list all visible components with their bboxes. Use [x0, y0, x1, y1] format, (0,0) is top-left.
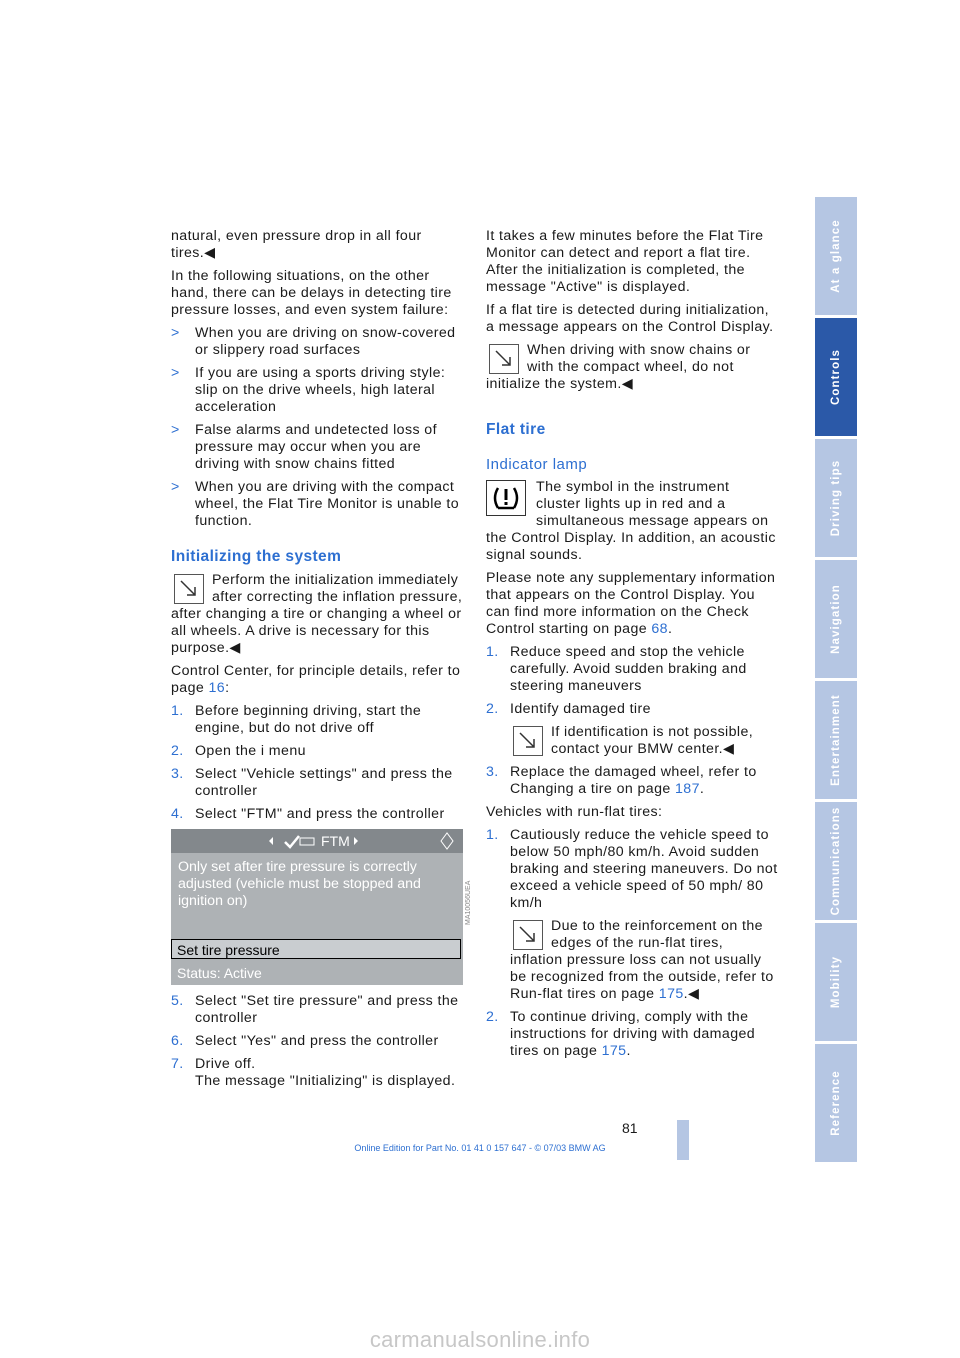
step-item: 5. Select "Set tire pressure" and press the controller — [171, 993, 459, 1026]
list-item: > When you are driving on snow-covered or slippery road surfaces — [171, 325, 456, 358]
sub-heading: Indicator lamp — [486, 456, 588, 473]
watermark: carmanualsonline.info — [369, 1327, 591, 1352]
screen-message: Only set after tire pressure is correctly adjusted (vehicle must be stopped and ignition on) — [178, 859, 421, 909]
step-item: 2. Identify damaged tire — [486, 701, 651, 717]
step-item: 1. Cautiously reduce the vehicle speed to below 50 mph/80 km/h. Avoid sudden braking and steering maneuvers. Do not exceed a vehicle speed of 50 mph/ 80 km/h — [486, 827, 778, 911]
tab-entertainment[interactable]: Entertainment — [815, 681, 857, 799]
right-column — [486, 228, 778, 1066]
page-link[interactable]: 16 — [208, 680, 226, 696]
tab-navigation[interactable]: Navigation — [815, 560, 857, 678]
screen-header — [171, 829, 463, 853]
paragraph: If a flat tire is detected during initialization, a message appears on the Control Display. — [486, 302, 774, 335]
footer: Online Edition for Part No. 01 41 0 157 647 - © 07/03 BMW AG — [354, 1143, 606, 1153]
page-link[interactable]: 175 — [601, 1043, 627, 1059]
list-item: > False alarms and undetected loss of pressure may occur when you are driving with snow chains fitted — [171, 422, 437, 472]
section-heading: Initializing the system — [171, 548, 342, 565]
note-block: Perform the initialization immediately after correcting the inflation pressure, after changing a tire or changing a wheel or all wheels. A drive is necessary for this purpose.◀ — [171, 572, 463, 656]
step-item: 1. Reduce speed and stop the vehicle carefully. Avoid sudden braking and steering maneuvers — [486, 644, 747, 694]
tab-reference[interactable]: Reference — [815, 1044, 857, 1162]
tab-at-a-glance[interactable]: At a glance — [815, 197, 857, 315]
page-link[interactable]: 68 — [651, 621, 668, 637]
step-item: 7. Drive off. The message "Initializing" is displayed. — [171, 1056, 456, 1089]
tab-communications[interactable]: Communications — [815, 802, 857, 920]
step-item: 1. Before beginning driving, start the engine, but do not drive off — [171, 703, 422, 736]
note-block: When driving with snow chains or with the compact wheel, do not initialize the system.◀ — [486, 342, 751, 392]
paragraph: It takes a few minutes before the Flat Tire Monitor can detect and report a flat tire. After the initialization is completed, the message "Active" is displayed. — [486, 228, 764, 295]
step-item: 2. Open the i menu — [171, 743, 306, 759]
page-link[interactable]: 187 — [675, 781, 700, 797]
step-item: 3. Replace the damaged wheel, refer to Changing a tire on page 187. — [486, 764, 757, 797]
step-item: 2. To continue driving, comply with the instructions for driving with damaged tires on page 175. — [486, 1009, 756, 1059]
step-item: 3. Select "Vehicle settings" and press the controller — [171, 766, 453, 799]
image-id: MA10056UEA — [465, 880, 472, 925]
paragraph: Please note any supplementary information that appears on the Control Display. You can find more information on the Check Control starting on page 68. — [486, 570, 776, 637]
tab-mobility[interactable]: Mobility — [815, 923, 857, 1041]
chapter-tabs — [815, 197, 857, 1165]
set-tire-pressure-option: Set tire pressure — [171, 939, 461, 959]
list-item: > If you are using a sports driving style: slip on the drive wheels, high lateral acceleration — [171, 365, 446, 415]
tab-controls[interactable]: Controls — [815, 318, 857, 436]
paragraph: In the following situations, on the other hand, there can be delays in detecting tire pressure losses, and even system failure: — [171, 268, 452, 318]
note-arrow-icon — [489, 344, 519, 374]
step-item: 6. Select "Yes" and press the controller — [171, 1033, 439, 1049]
note-block: Due to the reinforcement on the edges of the run-flat tires, inflation pressure loss can not usually be recognized from the outside, refer to Run-flat tires on page 175.◀ — [510, 918, 774, 1002]
note-arrow-icon — [174, 574, 204, 604]
note-arrow-icon — [513, 726, 543, 756]
control-display-screenshot — [171, 829, 463, 985]
tab-driving-tips[interactable]: Driving tips — [815, 439, 857, 557]
screen-status: Status: Active — [177, 965, 262, 981]
page-link[interactable]: 175 — [658, 986, 684, 1002]
page-marker — [677, 1120, 689, 1160]
paragraph: Control Center, for principle details, refer to page 16: — [171, 663, 461, 696]
page-number: 81 — [622, 1120, 638, 1136]
step-item: 4. Select "FTM" and press the controller — [171, 806, 445, 822]
indicator-lamp-block: The symbol in the instrument cluster lights up in red and a simultaneous message appears on the Control Display. In addition, an acoustic signal sounds. — [486, 479, 776, 563]
note-block: If identification is not possible, contact your BMW center.◀ — [486, 724, 778, 758]
note-arrow-icon — [513, 920, 543, 950]
screen-title: FTM — [321, 833, 350, 849]
list-item: > When you are driving with the compact wheel, the Flat Tire Monitor is unable to function. — [171, 479, 460, 529]
section-heading: Flat tire — [486, 421, 546, 438]
left-column — [171, 228, 463, 1096]
paragraph: Vehicles with run-flat tires: — [486, 804, 663, 820]
tire-warning-icon — [486, 480, 526, 516]
paragraph: natural, even pressure drop in all four tires.◀ — [171, 228, 422, 261]
